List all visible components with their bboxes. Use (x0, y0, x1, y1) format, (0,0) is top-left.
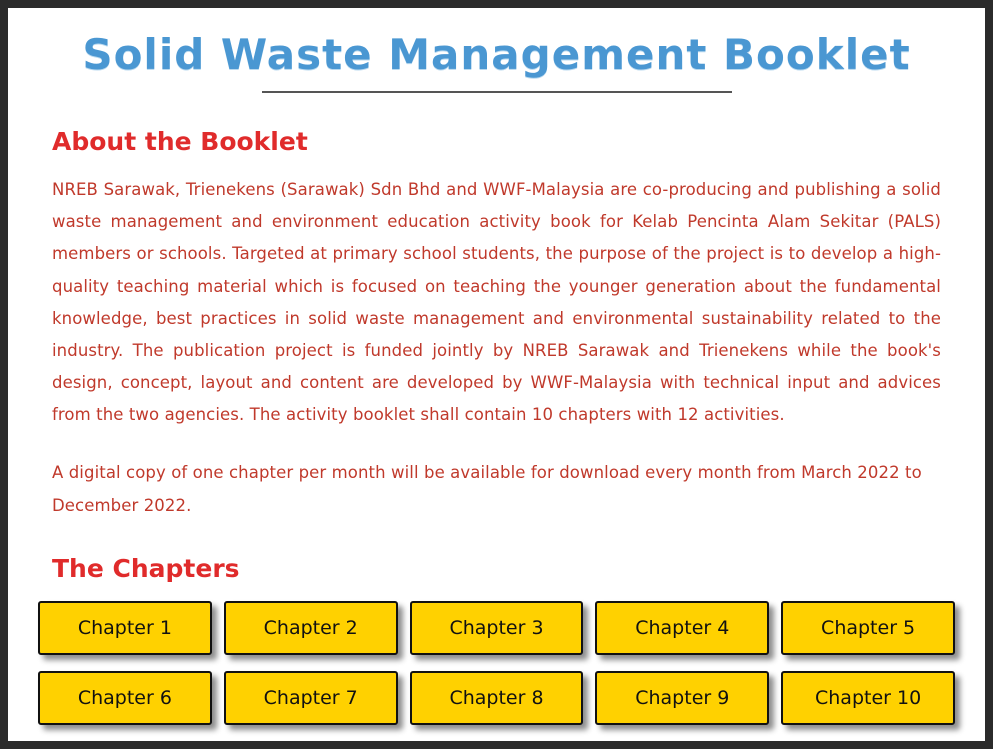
chapter-button-4[interactable]: Chapter 4 (595, 601, 769, 655)
about-paragraph: NREB Sarawak, Trienekens (Sarawak) Sdn Bhd and WWF-Malaysia are co-producing and publishing a solid waste management and environment education activity book for Kelab Pencinta Alam Sekitar (PALS) members or schools. Targeted at primary school students, the purpose of the project is to develop a high-quality teaching material which is focused on teaching the younger generation about the fundamental knowledge, best practices in solid waste management and environmental sustainability related to the industry. The publication project is funded jointly by NREB Sarawak and Trienekens while the book's design, concept, layout and content are developed by WWF-Malaysia with technical input and advices from the two agencies. The activity booklet shall contain 10 chapters with 12 activities. (52, 180, 941, 425)
chapter-button-8[interactable]: Chapter 8 (410, 671, 584, 725)
booklet-page (8, 8, 985, 741)
chapters-heading: The Chapters (52, 553, 240, 583)
chapter-button-3[interactable]: Chapter 3 (410, 601, 584, 655)
chapter-button-7[interactable]: Chapter 7 (224, 671, 398, 725)
page-title: Solid Waste Management Booklet (82, 30, 911, 79)
chapter-button-grid (38, 601, 955, 725)
availability-note: A digital copy of one chapter per month will be available for download every month from March 2022 to December 2022. (52, 463, 922, 515)
chapter-button-6[interactable]: Chapter 6 (38, 671, 212, 725)
chapter-button-2[interactable]: Chapter 2 (224, 601, 398, 655)
title-divider (262, 91, 732, 93)
about-heading: About the Booklet (52, 127, 308, 156)
chapter-button-1[interactable]: Chapter 1 (38, 601, 212, 655)
chapter-button-5[interactable]: Chapter 5 (781, 601, 955, 655)
chapter-button-10[interactable]: Chapter 10 (781, 671, 955, 725)
chapter-button-9[interactable]: Chapter 9 (595, 671, 769, 725)
